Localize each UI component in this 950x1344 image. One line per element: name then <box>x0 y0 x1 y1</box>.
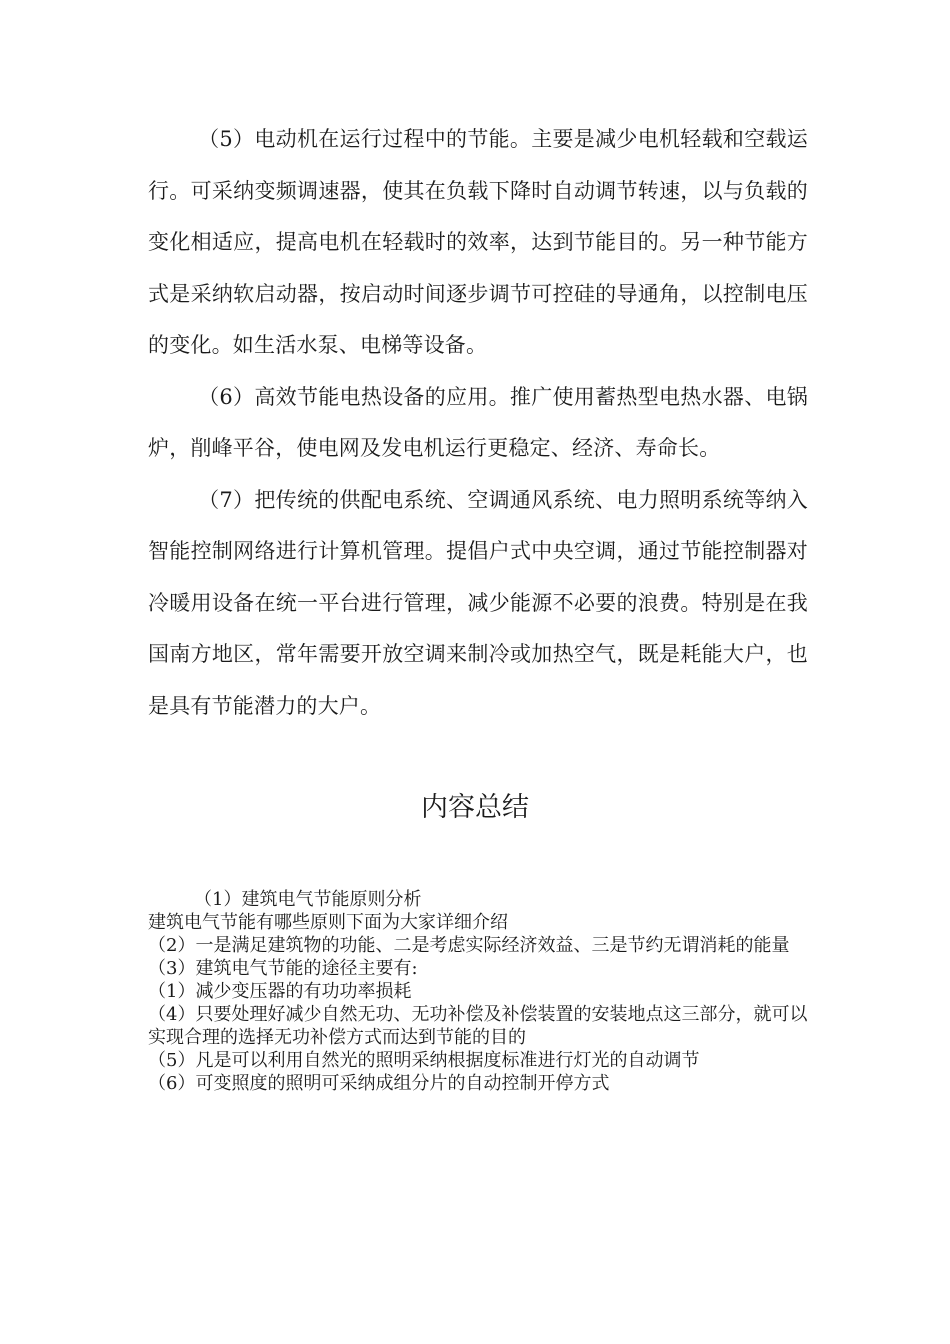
summary-line: （1）建筑电气节能原则分析 <box>194 889 422 910</box>
summary-line: （4）只要处理好减少自然无功、无功补偿及补偿装置的安装地点这三部分，就可以实现合理的选择无功补偿方式而达到节能的目的 <box>148 1004 808 1048</box>
summary-line: （3）建筑电气节能的途径主要有: <box>148 958 418 979</box>
paragraph-electric-heating <box>148 372 808 475</box>
summary-line: （2）一是满足建筑物的功能、二是考虑实际经济效益、三是节约无谓消耗的能量 <box>148 935 790 956</box>
summary-line: 建筑电气节能有哪些原则下面为大家详细介绍 <box>148 912 508 933</box>
summary-line: （1）减少变压器的有功功率损耗 <box>148 981 412 1002</box>
paragraph-text: （6）高效节能电热设备的应用。推广使用蓄热型电热水器、电锅炉，削峰平谷，使电网及发电机运行更稳定、经济、寿命长。 <box>148 384 808 460</box>
summary-list <box>148 888 808 1095</box>
paragraph-text: （5）电动机在运行过程中的节能。主要是减少电机轻载和空载运行。可采纳变频调速器，使其在负载下降时自动调节转速，以与负载的变化相适应，提高电机在轻载时的效率，达到节能目的。另一种节能方式是采纳软启动器，按启动时间逐步调节可控硅的导通角，以控制电压的变化。如生活水泵、电梯等设备。 <box>148 127 808 357</box>
summary-title: 内容总结 <box>421 792 529 823</box>
paragraph-intelligent-control <box>148 475 808 733</box>
paragraph-text: （7）把传统的供配电系统、空调通风系统、电力照明系统等纳入智能控制网络进行计算机管理。提倡户式中央空调，通过节能控制器对冷暖用设备在统一平台进行管理，减少能源不必要的浪费。特别是在我国南方地区，常年需要开放空调来制冷或加热空气，既是耗能大户，也是具有节能潜力的大户。 <box>148 487 808 718</box>
paragraph-motor-energy-saving <box>148 114 808 372</box>
summary-line: （6）可变照度的照明可采纳成组分片的自动控制开停方式 <box>148 1073 610 1094</box>
body-text <box>148 114 808 732</box>
summary-line: （5）凡是可以利用自然光的照明采纳根据度标准进行灯光的自动调节 <box>148 1050 700 1071</box>
